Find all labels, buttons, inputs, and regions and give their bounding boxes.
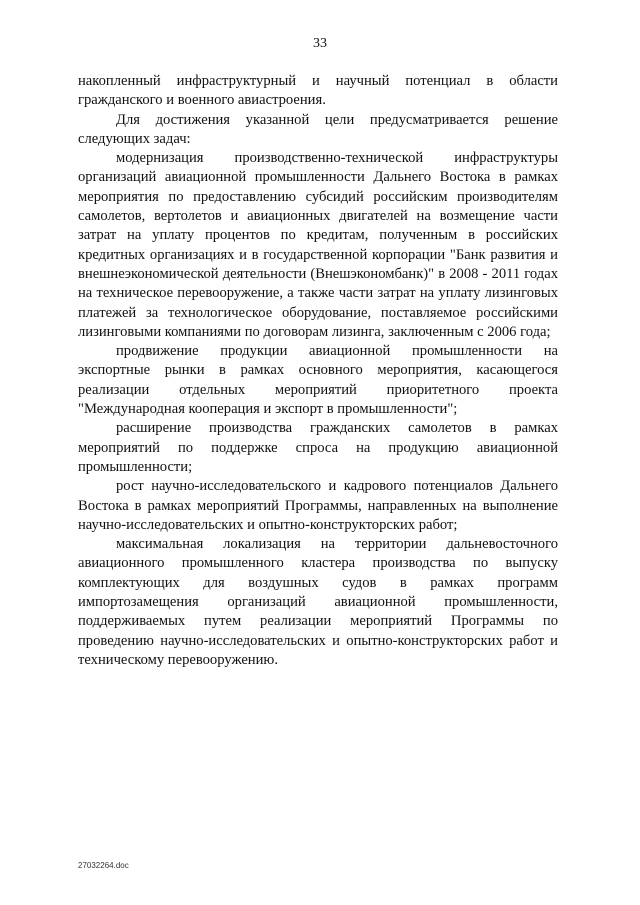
paragraph-tasks-intro: Для достижения указанной цели предусматривается решение следующих задач: [78, 111, 558, 147]
paragraph-research-potential: рост научно-исследовательского и кадрового потенциалов Дальнего Востока в рамках мероприятий Программы, направленных на выполнение научно-исследовательских и опытно-конструкторских работ; [78, 478, 558, 533]
paragraph-civil-aircraft: расширение производства гражданских самолетов в рамках мероприятий по поддержке спроса на продукцию авиационной промышленности; [78, 420, 558, 475]
page-number: 33 [313, 36, 327, 51]
paragraph-export-promotion: продвижение продукции авиационной промышленности на экспортные рынки в рамках основного мероприятия, касающегося реализации отдельных мероприятий приоритетного проекта "Международная кооперация и экспорт в промышленности"; [78, 343, 558, 418]
paragraph-potential: накопленный инфраструктурный и научный потенциал в области гражданского и военного авиастроения. [78, 73, 558, 109]
paragraph-modernization: модернизация производственно-технической инфраструктуры организаций авиационной промышленности Дальнего Востока в рамках мероприятия по предоставлению субсидий российским производителям самолетов, вертолетов и авиационных двигателей на возмещение части затрат на уплату процентов по кредитам, полученным в российских кредитных организациях и в государственной корпорации "Банк развития и внешнеэкономической деятельности (Внешэкономбанк)" в 2008 - 2011 годах на техническое перевооружение, а также части затрат на уплату лизинговых платежей за технологическое оборудование, поставляемое российскими лизинговыми компаниями по договорам лизинга, заключенным с 2006 года; [78, 150, 558, 340]
document-filename: 27032264.doc [78, 861, 129, 870]
paragraph-localization: максимальная локализация на территории дальневосточного авиационного промышленного кластера производства по выпуску комплектующих для воздушных судов в рамках программ импортозамещения организаций авиационной промышленности, поддерживаемых путем реализации мероприятий Программы по проведению научно-исследовательских и опытно-конструкторских работ и техническому перевооружению. [78, 536, 558, 668]
document-body [78, 72, 558, 670]
